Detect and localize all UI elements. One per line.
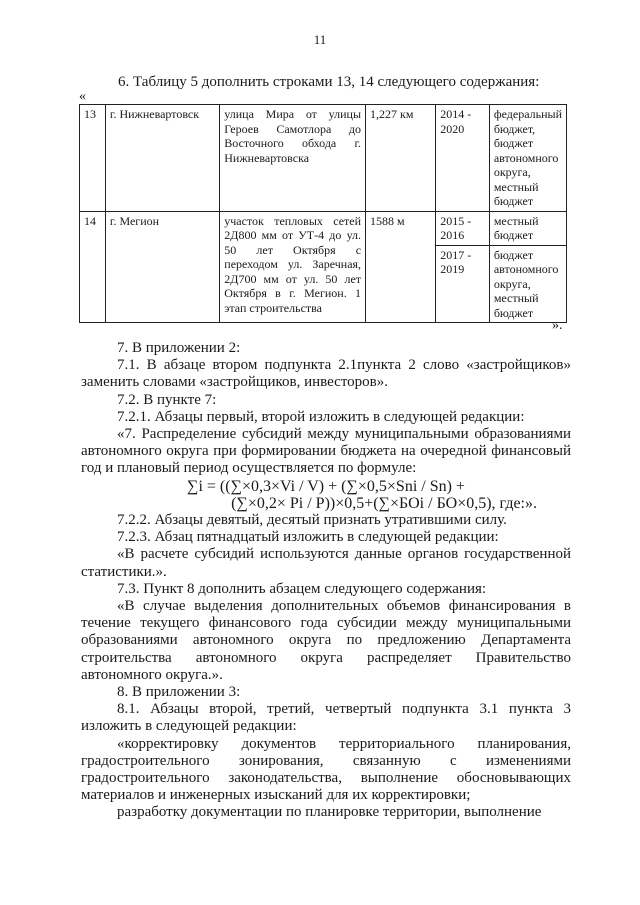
paragraph: разработку документации по планировке территории, выполнение — [117, 804, 542, 821]
paragraph: 7.2.2. Абзацы девятый, десятый признать утратившими силу. — [117, 512, 507, 529]
paragraph: 8.1. Абзацы второй, третий, четвертый подпункта 3.1 пункта 3 изложить в следующей редакции: — [81, 701, 571, 735]
formula-line: (∑×0,2× Pi / P))×0,5+(∑×БОi / БО×0,5), где:». — [231, 494, 537, 512]
paragraph: «7. Распределение субсидий между муниципальными образованиями автономного округа при формировании бюджета на очередной финансовый год и плановый период осуществляется по формуле: — [81, 426, 571, 477]
formula-line: ∑i = ((∑×0,3×Vi / V) + (∑×0,5×Sni / Sn) + — [187, 477, 465, 495]
table-row — [80, 105, 567, 212]
closing-quote: ». — [552, 318, 563, 333]
opening-quote: « — [79, 89, 86, 104]
paragraph: «корректировку документов территориального планирования, градостроительного зонирования, связанную с изменениями градостроительного законодательства, выполнение обосновывающих материалов и инженерных изысканий для их корректировки; — [81, 735, 571, 804]
paragraph: 7.3. Пункт 8 дополнить абзацем следующего содержания: — [117, 580, 487, 597]
paragraph: 7.2.1. Абзацы первый, второй изложить в следующей редакции: — [117, 408, 525, 425]
funding-source-cell: бюджет автономного округа, местный бюджет — [489, 245, 566, 323]
projects-table — [79, 104, 567, 323]
years-cell: 2017 - 2019 — [436, 245, 490, 323]
row-number: 13 — [80, 105, 106, 212]
funding-source-cell: местный бюджет — [489, 211, 566, 245]
object-description-cell: улица Мира от улицы Героев Самотлора до Восточного обхода г. Нижневартовска — [220, 105, 366, 212]
paragraph: 7.1. В абзаце втором подпункта 2.1пункта 2 слово «застройщиков» заменить словами «застройщиков, инвесторов». — [81, 357, 571, 391]
paragraph: «В случае выделения дополнительных объемов финансирования в течение текущего финансового года субсидии между муниципальными образованиями автономного округа по предложению Департамента строительства автономного округа распределяет Правительство автономного округа.». — [81, 598, 571, 683]
paragraph: 7. В приложении 2: — [117, 340, 241, 356]
page-number: 11 — [313, 32, 327, 47]
section-heading: 6. Таблицу 5 дополнить строками 13, 14 следующего содержания: — [118, 74, 540, 90]
document-body — [81, 340, 571, 822]
city-cell: г. Мегион — [105, 211, 219, 323]
object-description-cell: участок тепловых сетей 2Д800 мм от УТ-4 до ул. 50 лет Октября с переходом ул. Заречная, 2Д700 мм от ул. 50 лет Октября в г. Мегион. 1 этап строительства — [220, 211, 366, 323]
paragraph: 7.2. В пункте 7: — [117, 391, 217, 408]
table-row — [80, 211, 567, 245]
paragraph: 7.2.3. Абзац пятнадцатый изложить в следующей редакции: — [117, 529, 499, 546]
length-cell: 1588 м — [366, 211, 436, 323]
city-cell: г. Нижневартовск — [105, 105, 219, 212]
paragraph: «В расчете субсидий используются данные органов государственной статистики.». — [81, 546, 571, 580]
funding-source-cell: федеральный бюджет, бюджет автономного округа, местный бюджет — [489, 105, 566, 212]
row-number: 14 — [80, 211, 106, 323]
length-cell: 1,227 км — [366, 105, 436, 212]
years-cell: 2014 - 2020 — [436, 105, 490, 212]
years-cell: 2015 - 2016 — [436, 211, 490, 245]
paragraph: 8. В приложении 3: — [117, 684, 241, 701]
